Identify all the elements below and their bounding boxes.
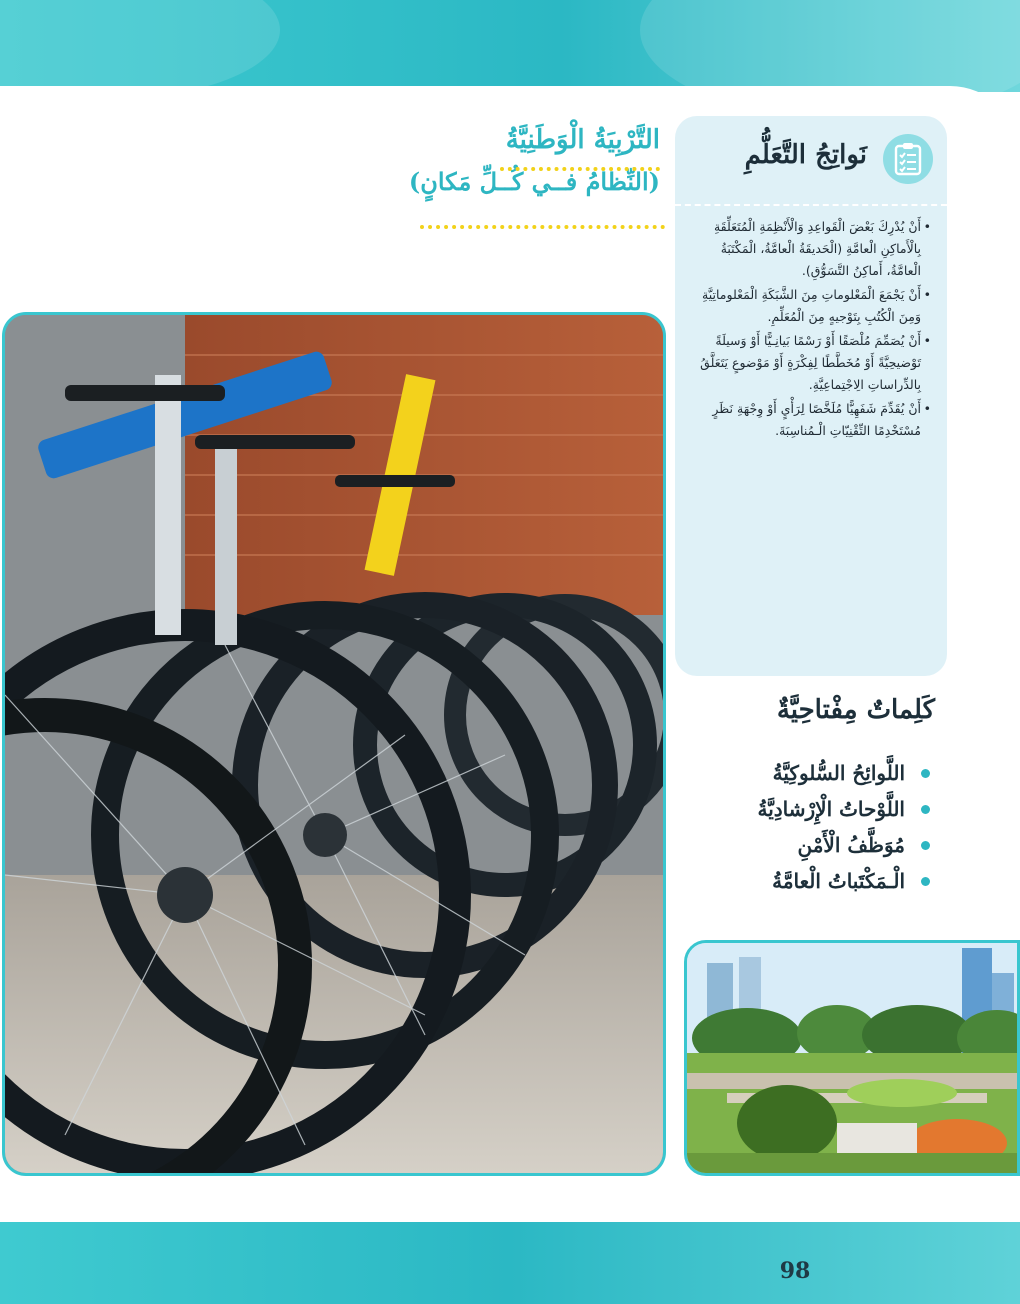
- learning-outcomes-list: [691, 216, 931, 444]
- keywords-list: [690, 755, 930, 899]
- clipboard-checklist-icon: [883, 134, 933, 184]
- page-titles: [360, 125, 660, 202]
- divider: [675, 204, 947, 206]
- keyword-text: الْـمَكْتَباتُ الْعامَّةُ: [772, 869, 905, 893]
- bullet-dot-icon: [921, 805, 930, 814]
- bullet-dot-icon: [921, 841, 930, 850]
- learning-outcomes-header: [675, 116, 947, 206]
- bullet-dot-icon: [921, 877, 930, 886]
- bicycles-photo: [2, 312, 666, 1176]
- keyword-item: [690, 863, 930, 899]
- keyword-text: اللَّوائِحُ السُّلوكِيَّةُ: [772, 761, 905, 785]
- lesson-title: (النِّظامُ فــي كُــلِّ مَكانٍ): [408, 167, 660, 196]
- top-decorative-band: [0, 0, 1020, 92]
- outcome-item: • أَنْ يُقَدِّمَ شَفَهِيًّا مُلَخَّصًا لِرَأْيٍ أَوْ وِجْهَةِ نَظَرٍ مُسْتَخْدِمًا التِّقْنِيّاتِ الْـمُناسِبَةَ.: [691, 398, 931, 442]
- learning-outcomes-panel: [675, 116, 947, 676]
- outcome-item: • أَنْ يُصَمِّمَ مُلْصَقًا أَوْ رَسْمًا بَيانِـيًّا أَوْ وَسيلَةً تَوْضيحِيَّةً أَوْ مُخَطَّطًا لِفِكْرَةٍ أَوْ مَوْضوعٍ يَتَعَلَّقُ بِالدِّراساتِ الِاجْتِماعِيَّةِ.: [691, 330, 931, 396]
- park-photo: [684, 940, 1020, 1176]
- bullet-dot-icon: [921, 769, 930, 778]
- wave-shape: [0, 0, 280, 100]
- vertical-margin-note: [12, 320, 28, 920]
- keyword-item: [690, 827, 930, 863]
- dotted-underline: [420, 225, 665, 229]
- keyword-item: [690, 791, 930, 827]
- bottom-decorative-band: [0, 1222, 1020, 1304]
- keyword-item: [690, 755, 930, 791]
- keyword-text: مُوَظَّفُ الْأَمْنِ: [797, 833, 905, 857]
- keyword-text: اللَّوْحاتُ الْإِرْشادِيَّةُ: [757, 797, 905, 821]
- bicycles-illustration: [5, 315, 666, 1176]
- outcome-item: • أَنْ يَجْمَعَ الْمَعْلوماتِ مِنَ الشَّبَكَةِ الْمَعْلوماتِيَّةِ وَمِنَ الْكُتُبِ بِتَوْجيهٍ مِنَ الْمُعَلِّمِ.: [691, 284, 931, 328]
- dotted-underline: [500, 167, 660, 171]
- page-number: 98: [779, 1258, 811, 1284]
- keywords-title: كَلِماتٌ مِفْتاحِيَّةٌ: [776, 695, 935, 725]
- learning-outcomes-title: نَواتِجُ التَّعَلُّمِ: [744, 140, 867, 170]
- park-illustration: [687, 943, 1020, 1176]
- outcome-item: • أَنْ يُدْرِكَ بَعْضَ الْقَواعِدِ وَالْأَنْظِمَةِ الْمُتَعَلِّقَةِ بِالْأَماكِنِ الْعامَّةِ (الْحَديقَةُ الْعامَّةُ، الْمَكْتَبَةُ الْعامَّةُ، أَماكِنُ التَّسَوُّقِ).: [691, 216, 931, 282]
- subject-title: التَّرْبِيَةُ الْوَطَنِيَّةُ: [505, 125, 660, 155]
